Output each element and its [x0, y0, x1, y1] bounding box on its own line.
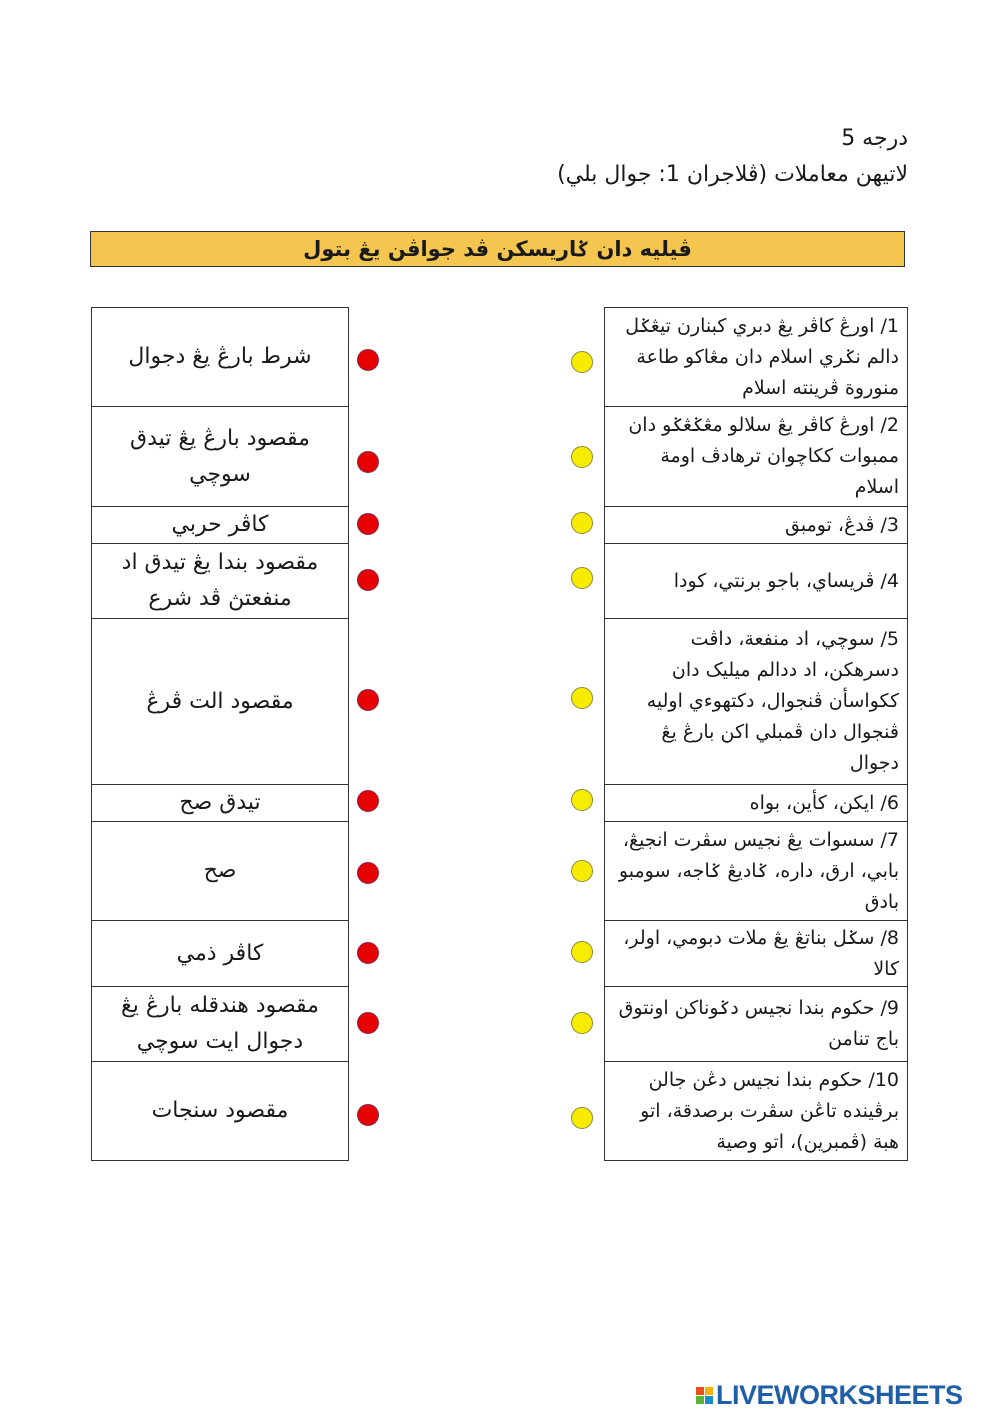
match-dot-answer-9[interactable] [357, 1012, 379, 1034]
answer-item-8: كاڤر ذمي [92, 920, 348, 986]
instruction-banner: ڤيليه دان ݢاريسكن ڤد جواڤن يڠ بتول [90, 231, 905, 267]
answer-item-9: مقصود هندقله بارڠ يڠ دجوال ايت سوچي [92, 986, 348, 1061]
answer-item-4: مقصود بندا يڠ تيدق اد منفعتڽ ڤد شرع [92, 543, 348, 618]
match-dot-question-9[interactable] [571, 1012, 593, 1034]
question-item-8: 8/ سݢل بناتڠ يڠ ملات دبومي، اولر، كالا [605, 920, 907, 986]
question-item-9: 9/ حكوم بندا نجيس دݢوناكن اونتوق باج تنامن [605, 986, 907, 1061]
match-dot-question-3[interactable] [571, 512, 593, 534]
question-item-3: 3/ ڤدڠ، تومبق [605, 506, 907, 543]
question-item-4: 4/ ڤريساي، باجو برنتي، كودا [605, 543, 907, 618]
logo-text: LIVEWORKSHEETS [716, 1379, 963, 1410]
match-dot-answer-8[interactable] [357, 942, 379, 964]
question-column [604, 307, 908, 1161]
grade-label: درجه 5 [841, 126, 908, 151]
answer-item-3: كاڤر حربي [92, 506, 348, 543]
match-dot-question-7[interactable] [571, 860, 593, 882]
question-item-7: 7/ سسوات يڠ نجيس سڤرت انجيڠ، بابي، ارق، داره، ݢاديڠ ݢاجه، سومبو بادق [605, 821, 907, 920]
answer-item-7: صح [92, 821, 348, 920]
question-item-1: 1/ اورڠ كاڤر يڠ دبري كبنارن تيڠݢل دالم نݢري اسلام دان مڠاكو طاعة منوروة ڤرينته اسلام [605, 307, 907, 406]
match-dot-answer-6[interactable] [357, 790, 379, 812]
match-dot-question-2[interactable] [571, 446, 593, 468]
question-item-6: 6/ ايكن، كأين، بواه [605, 784, 907, 821]
match-dot-question-8[interactable] [571, 941, 593, 963]
liveworksheets-logo [696, 1379, 963, 1410]
match-dot-question-1[interactable] [571, 351, 593, 373]
question-item-2: 2/ اورڠ كاڤر يڠ سلالو مڠݢڠݢو دان ممبوات ككاچوان ترهادڤ اومة اسلام [605, 406, 907, 506]
answer-item-6: تيدق صح [92, 784, 348, 821]
answer-item-1: شرط بارڠ يڠ دجوال [92, 307, 348, 406]
question-item-10: 10/ حكوم بندا نجيس دڠن جالن برڤينده تاڠن سڤرت برصدقة، اتو هبة (ڤمبرين)، اتو وصية [605, 1061, 907, 1160]
match-dot-question-10[interactable] [571, 1107, 593, 1129]
match-dot-answer-10[interactable] [357, 1104, 379, 1126]
answer-item-2: مقصود بارڠ يڠ تيدق سوچي [92, 406, 348, 506]
question-item-5: 5/ سوچي، اد منفعة، داڤت دسرهكن، اد ددالم ميليک دان ككواسأن ڤنجوال، دكتهوءي اوليه ڤنجوال دان ڤمبلي اكن بارڠ يڠ دجوال [605, 618, 907, 784]
match-dot-question-4[interactable] [571, 567, 593, 589]
match-dot-answer-2[interactable] [357, 451, 379, 473]
answer-item-5: مقصود الت ڤرڠ [92, 618, 348, 784]
match-dot-answer-4[interactable] [357, 569, 379, 591]
match-dot-answer-3[interactable] [357, 513, 379, 535]
match-dot-question-5[interactable] [571, 687, 593, 709]
match-dot-question-6[interactable] [571, 789, 593, 811]
answer-item-10: مقصود سنجات [92, 1061, 348, 1160]
match-dot-answer-7[interactable] [357, 862, 379, 884]
worksheet-title: لاتيهن معاملات (ڤلاجران 1: جوال بلي) [557, 162, 908, 187]
answer-column [91, 307, 349, 1161]
match-dot-answer-5[interactable] [357, 689, 379, 711]
match-dot-answer-1[interactable] [357, 349, 379, 371]
logo-icon [696, 1387, 713, 1404]
